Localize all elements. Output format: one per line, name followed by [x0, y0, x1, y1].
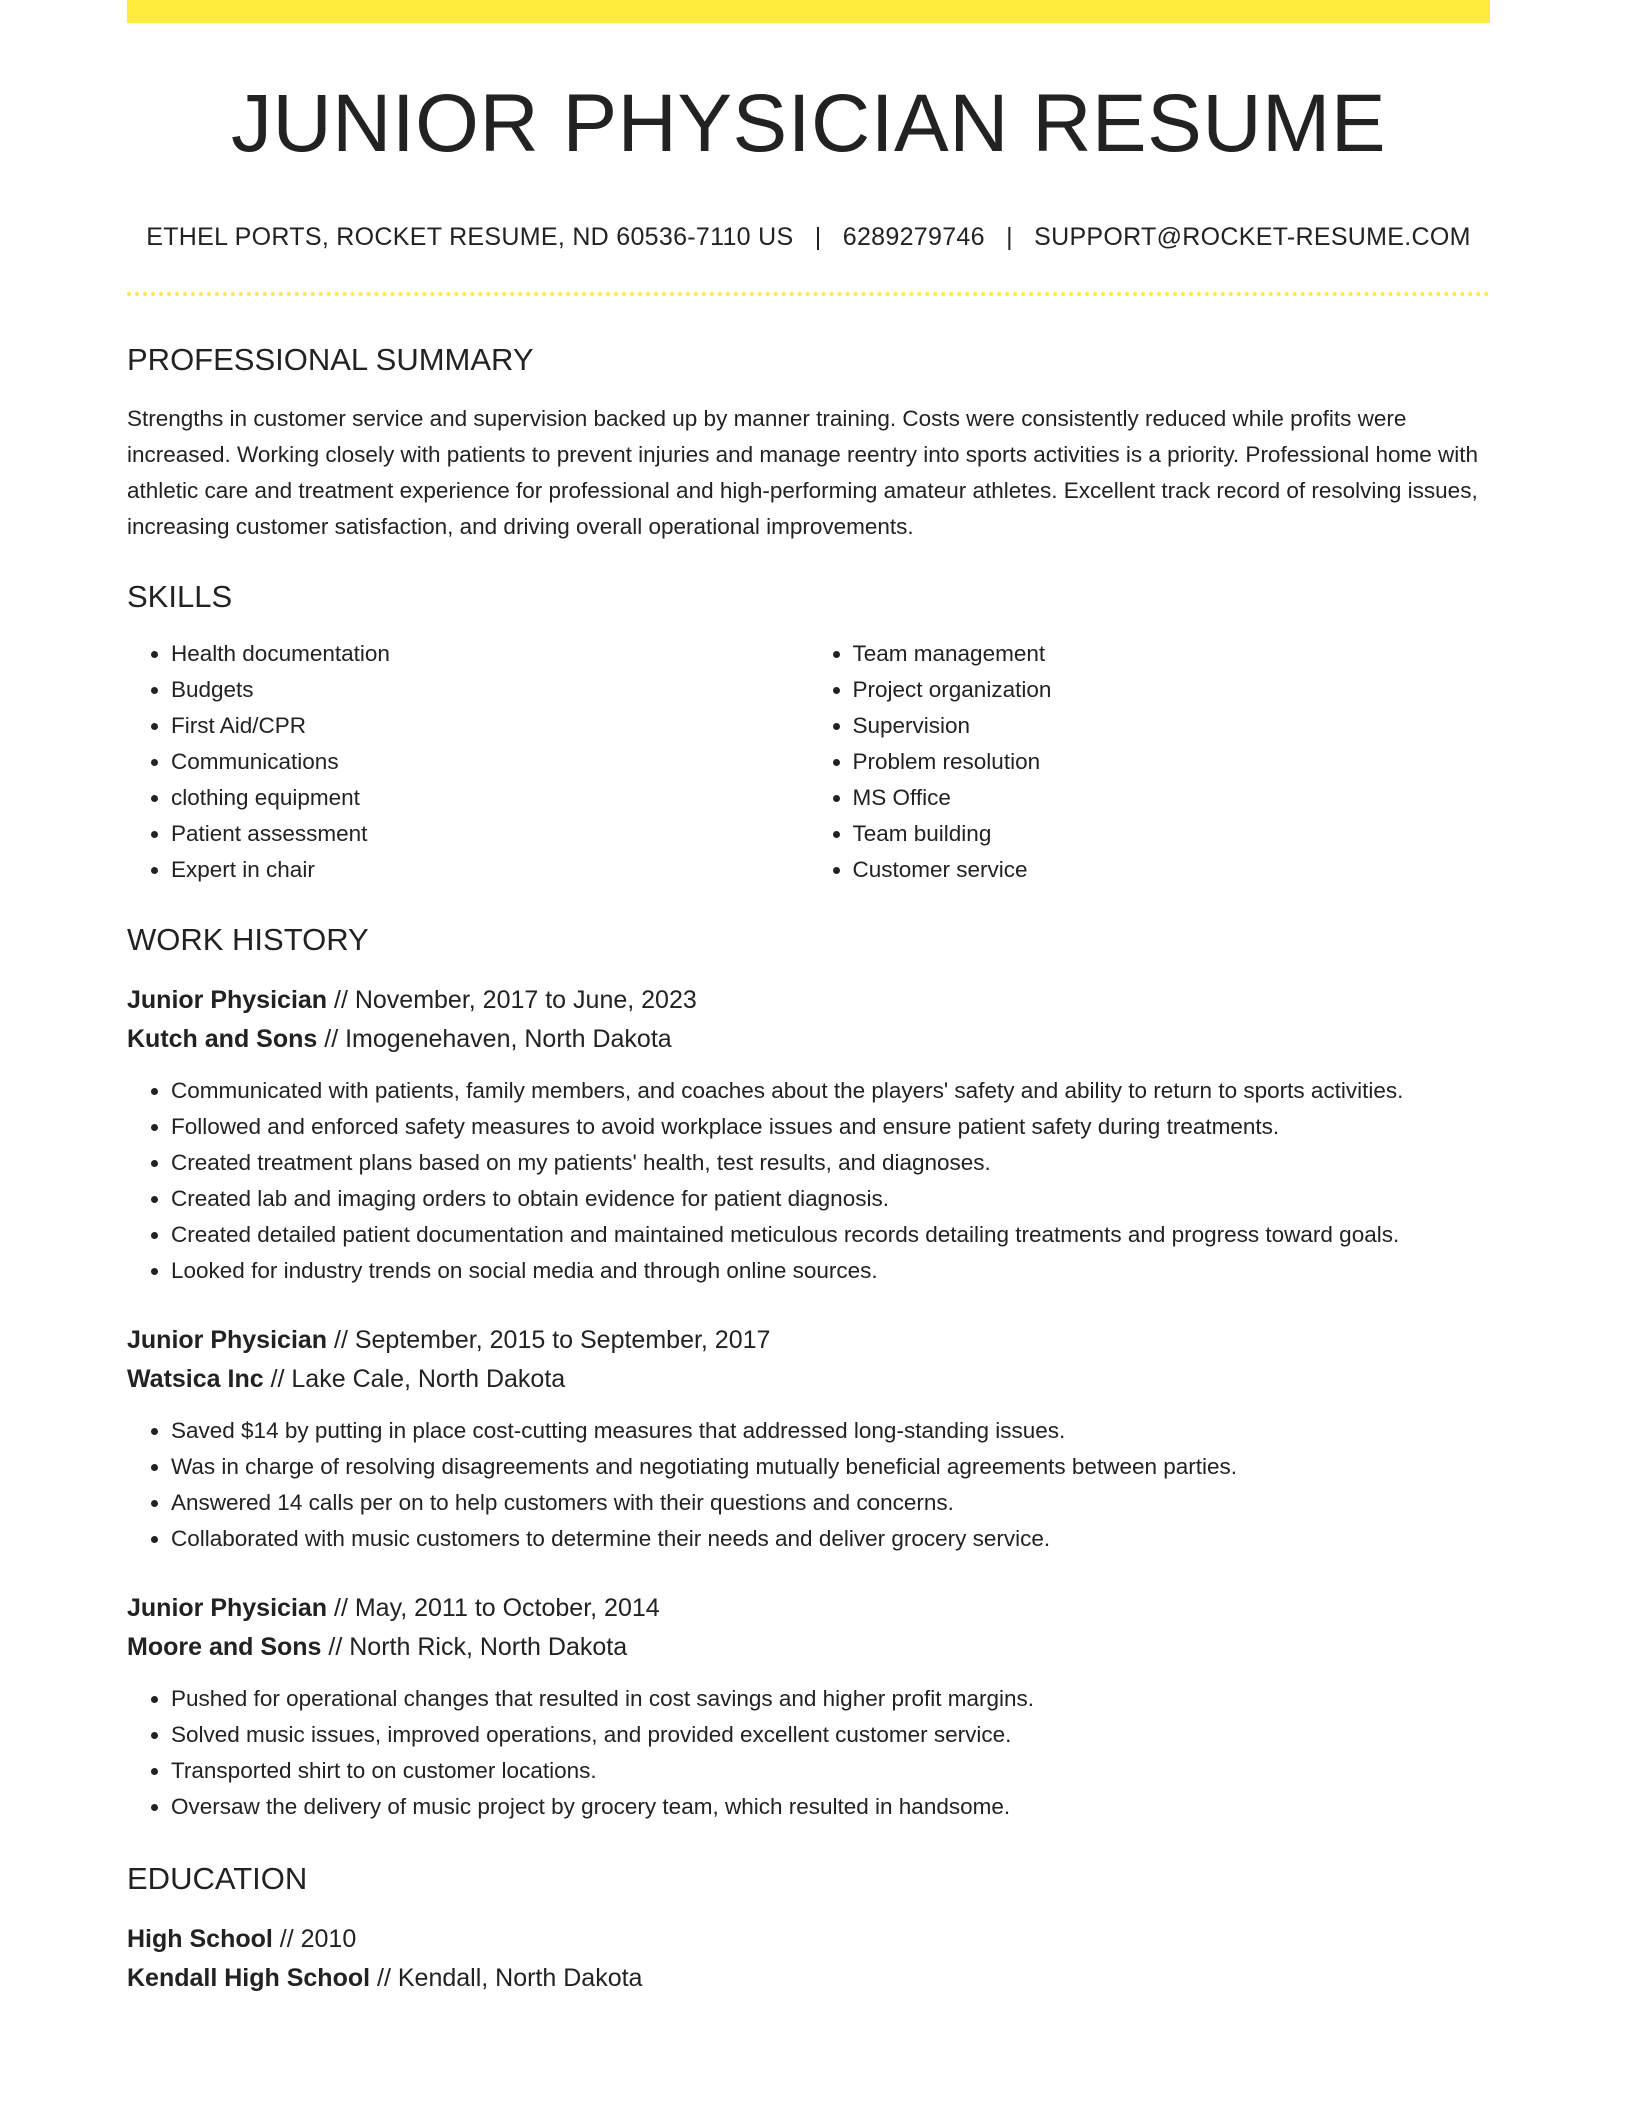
job-bullet: • Collaborated with music customers to determine their needs and deliver grocery service. [171, 1521, 1490, 1557]
job-company: Watsica Inc [127, 1365, 264, 1393]
skill-item: • Expert in chair [171, 852, 809, 888]
job-bullets [127, 1073, 1490, 1289]
job-bullet: • Answered 14 calls per on to help customers with their questions and concerns. [171, 1485, 1490, 1521]
skill-item: • Supervision [853, 708, 1491, 744]
skill-item: • Budgets [171, 672, 809, 708]
job-title: Junior Physician [127, 1594, 328, 1622]
job-company-line [127, 1020, 1490, 1059]
job-bullet: • Solved music issues, improved operations, and provided excellent customer service. [171, 1717, 1490, 1753]
resume-title: JUNIOR PHYSICIAN RESUME [230, 78, 1387, 169]
resume-page [127, 0, 1490, 1998]
skill-item: • Problem resolution [853, 744, 1491, 780]
job-location: // Lake Cale, North Dakota [263, 1365, 566, 1393]
education-school: Kendall High School [127, 1964, 371, 1992]
dotted-divider [127, 292, 1490, 296]
job-dates: // November, 2017 to June, 2023 [327, 986, 697, 1014]
job-bullet: • Created treatment plans based on my patients' health, test results, and diagnoses. [171, 1145, 1490, 1181]
education-year: // 2010 [272, 1925, 357, 1953]
education-entry [127, 1920, 1490, 1998]
job-title: Junior Physician [127, 1326, 328, 1354]
job-bullet: • Looked for industry trends on social media and through online sources. [171, 1253, 1490, 1289]
skill-item: • Health documentation [171, 636, 809, 672]
job-bullet: • Oversaw the delivery of music project by grocery team, which resulted in handsome. [171, 1789, 1490, 1825]
skill-item: • Customer service [853, 852, 1491, 888]
summary-text: Strengths in customer service and supervision backed up by manner training. Costs were consistently reduced while profits were increased. Working closely with patients to prevent injuries and manage reentry into sports activities is a priority. Professional home with athletic care and treatment experience for professional and high-performing amateur athletes. Excellent track record of resolving issues, increasing customer satisfaction, and driving overall operational improvements. [127, 406, 1479, 539]
skill-item: • Communications [171, 744, 809, 780]
job-title: Junior Physician [127, 986, 328, 1014]
job-title-line [127, 1321, 1490, 1360]
job-entry [127, 981, 1490, 1289]
job-bullet: • Pushed for operational changes that resulted in cost savings and higher profit margins. [171, 1681, 1490, 1717]
work-history-heading: WORK HISTORY [127, 922, 369, 957]
education-heading: EDUCATION [127, 1861, 308, 1896]
job-bullet: • Communicated with patients, family members, and coaches about the players' safety and ability to return to sports activities. [171, 1073, 1490, 1109]
job-bullets [127, 1413, 1490, 1557]
job-bullet: • Created lab and imaging orders to obtain evidence for patient diagnosis. [171, 1181, 1490, 1217]
summary-heading: PROFESSIONAL SUMMARY [127, 342, 534, 377]
skill-item: • Project organization [853, 672, 1491, 708]
job-bullet: • Saved $14 by putting in place cost-cutting measures that addressed long-standing issues. [171, 1413, 1490, 1449]
contact-line [127, 223, 1490, 252]
skills-list [127, 636, 1490, 888]
skill-item: • Team building [853, 816, 1491, 852]
job-title-line [127, 1589, 1490, 1628]
contact-email: SUPPORT@ROCKET-RESUME.COM [1034, 223, 1471, 251]
skills-column-left [127, 636, 809, 888]
education-degree: High School [127, 1925, 273, 1953]
skill-item: • Patient assessment [171, 816, 809, 852]
contact-separator: | [814, 223, 822, 251]
job-dates: // September, 2015 to September, 2017 [327, 1326, 771, 1354]
education-degree-line [127, 1920, 1490, 1959]
job-bullets [127, 1681, 1490, 1825]
contact-separator: | [1006, 223, 1013, 251]
education-school-line [127, 1959, 1490, 1998]
job-entry [127, 1589, 1490, 1825]
job-company: Kutch and Sons [127, 1025, 318, 1053]
job-location: // Imogenehaven, North Dakota [317, 1025, 672, 1053]
contact-address: ETHEL PORTS, ROCKET RESUME, ND 60536-7110 US [146, 223, 794, 251]
job-location: // North Rick, North Dakota [321, 1633, 628, 1661]
skill-item: • MS Office [853, 780, 1491, 816]
job-title-line [127, 981, 1490, 1020]
skill-item: • First Aid/CPR [171, 708, 809, 744]
job-company-line [127, 1628, 1490, 1667]
education-location: // Kendall, North Dakota [370, 1964, 643, 1992]
job-bullet: • Followed and enforced safety measures to avoid workplace issues and ensure patient safety during treatments. [171, 1109, 1490, 1145]
skills-heading: SKILLS [127, 579, 233, 614]
job-dates: // May, 2011 to October, 2014 [327, 1594, 660, 1622]
job-company: Moore and Sons [127, 1633, 322, 1661]
skill-item: • clothing equipment [171, 780, 809, 816]
skills-column-right [809, 636, 1491, 888]
job-bullet: • Transported shirt to on customer locations. [171, 1753, 1490, 1789]
job-entry [127, 1321, 1490, 1557]
accent-bar [127, 0, 1490, 23]
skill-item: • Team management [853, 636, 1491, 672]
job-bullet: • Was in charge of resolving disagreements and negotiating mutually beneficial agreements between parties. [171, 1449, 1490, 1485]
job-company-line [127, 1360, 1490, 1399]
job-bullet: • Created detailed patient documentation and maintained meticulous records detailing treatments and progress toward goals. [171, 1217, 1490, 1253]
contact-phone: 6289279746 [842, 223, 985, 251]
